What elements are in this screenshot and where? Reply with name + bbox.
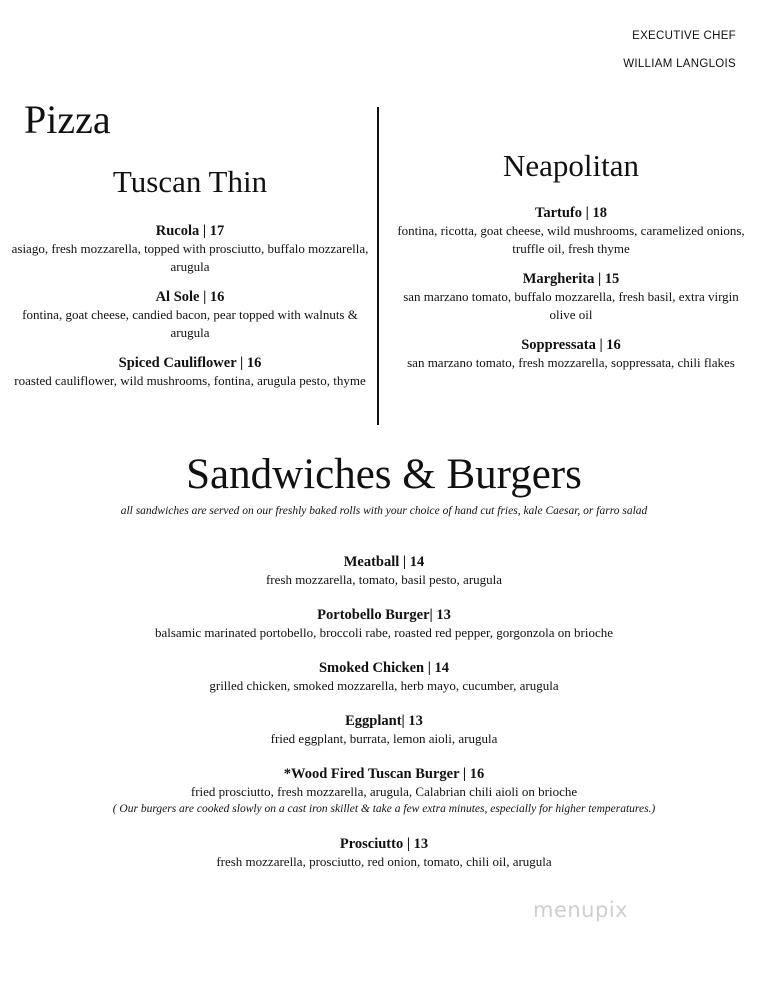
tuscan-thin-column (10, 164, 370, 402)
menu-item-name: Meatball | 14 (343, 554, 425, 570)
chef-title: EXECUTIVE CHEF (632, 30, 736, 42)
menu-item-description: fontina, goat cheese, candied bacon, pear topped with walnuts & arugula (22, 307, 358, 340)
sandwiches-section-title: Sandwiches & Burgers (186, 451, 582, 498)
neapolitan-title: Neapolitan (502, 148, 639, 183)
menu-item-description: grilled chicken, smoked mozzarella, herb mayo, cucumber, arugula (209, 678, 559, 693)
menu-item (10, 288, 370, 342)
menu-item (0, 606, 768, 642)
menu-item-description: fresh mozzarella, tomato, basil pesto, arugula (265, 572, 503, 587)
menu-item-description: roasted cauliflower, wild mushrooms, fontina, arugula pesto, thyme (14, 373, 366, 388)
burger-cooking-note: ( Our burgers are cooked slowly on a cast iron skillet & take a few extra minutes, especially for higher temperatures.) (112, 803, 656, 815)
menu-item (390, 336, 752, 372)
menu-item-description: san marzano tomato, fresh mozzarella, soppressata, chili flakes (407, 355, 735, 370)
menu-item (390, 270, 752, 324)
menu-item (0, 553, 768, 589)
menu-item (390, 204, 752, 258)
column-divider (377, 107, 379, 425)
menu-item-name: Eggplant| 13 (345, 713, 423, 729)
menu-item-description: fontina, ricotta, goat cheese, wild mushrooms, caramelized onions, truffle oil, fresh thyme (397, 223, 745, 256)
menu-item-name: *Wood Fired Tuscan Burger | 16 (283, 766, 485, 782)
menu-item-description: asiago, fresh mozzarella, topped with prosciutto, buffalo mozzarella, arugula (11, 241, 369, 274)
neapolitan-column (390, 148, 752, 384)
menu-item-name: Smoked Chicken | 14 (318, 660, 450, 676)
tuscan-thin-title: Tuscan Thin (112, 164, 268, 199)
menu-item-description: fresh mozzarella, prosciutto, red onion, tomato, chili oil, arugula (216, 854, 552, 869)
menu-item-description: fried prosciutto, fresh mozzarella, arugula, Calabrian chili aioli on brioche (190, 784, 578, 799)
menu-item-name: Soppressata | 16 (521, 337, 621, 353)
chef-name: WILLIAM LANGLOIS (623, 58, 736, 70)
menu-item (0, 765, 768, 818)
menu-item-description: balsamic marinated portobello, broccoli rabe, roasted red pepper, gorgonzola on brioche (154, 625, 614, 640)
menu-item-name: Al Sole | 16 (155, 289, 225, 305)
pizza-section-title: Pizza (24, 97, 111, 142)
menu-item-name: Rucola | 17 (155, 223, 225, 239)
menu-item-name: Portobello Burger| 13 (317, 607, 451, 623)
menu-item-name: Tartufo | 18 (535, 205, 607, 221)
menupix-watermark: menupix (533, 898, 629, 922)
menu-item-name: Spiced Cauliflower | 16 (118, 355, 262, 371)
menu-item-name: Margherita | 15 (522, 271, 620, 287)
menu-item-name: Prosciutto | 13 (339, 836, 429, 852)
sandwiches-note: all sandwiches are served on our freshly baked rolls with your choice of hand cut fries, kale Caesar, or farro salad (120, 505, 648, 517)
sandwiches-list (0, 553, 768, 888)
menu-item (10, 354, 370, 390)
menu-item-description: fried eggplant, burrata, lemon aioli, arugula (270, 731, 498, 746)
menu-item (10, 222, 370, 276)
menu-item (0, 659, 768, 695)
menu-item-description: san marzano tomato, buffalo mozzarella, fresh basil, extra virgin olive oil (403, 289, 739, 322)
menu-item (0, 712, 768, 748)
menu-item (0, 835, 768, 871)
